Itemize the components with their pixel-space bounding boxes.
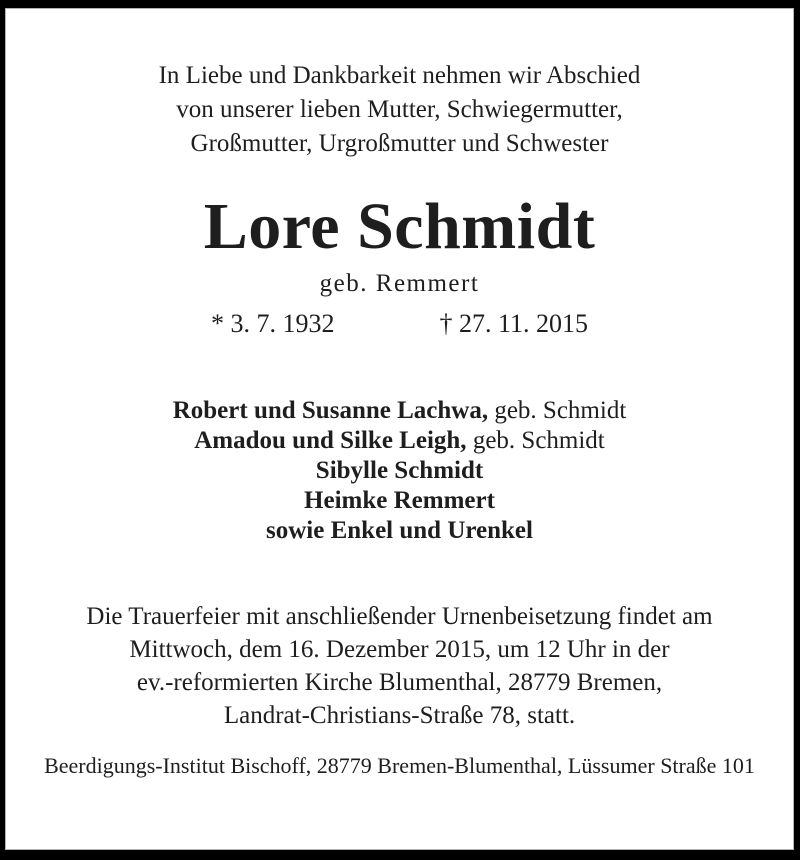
mourner-line [6, 486, 793, 516]
intro-text [6, 59, 793, 161]
ceremony-line: Landrat-Christians-Straße 78, statt. [223, 702, 576, 729]
obituary-card [5, 8, 794, 850]
intro-line: In Liebe und Dankbarkeit nehmen wir Abschied [158, 62, 641, 89]
mourner-name: Robert und Susanne Lachwa, [172, 397, 489, 424]
mourner-line [6, 516, 793, 546]
mourner-line [6, 456, 793, 486]
mourners-list [6, 396, 793, 546]
funeral-home-info: Beerdigungs-Institut Bischoff, 28779 Bremen-Blumenthal, Lüssumer Straße 101 [44, 753, 755, 778]
mourner-name: Amadou und Silke Leigh, [194, 427, 467, 454]
intro-line: Großmutter, Urgroßmutter und Schwester [190, 130, 609, 157]
intro-line: von unserer lieben Mutter, Schwiegermutter, [176, 96, 623, 123]
mourner-suffix: geb. Schmidt [488, 397, 627, 424]
mourner-line [6, 426, 793, 456]
mourner-name: Sibylle Schmidt [315, 457, 484, 484]
ceremony-line: Mittwoch, dem 16. Dezember 2015, um 12 Uhr in der [129, 636, 670, 663]
ceremony-line: ev.-reformierten Kirche Blumenthal, 28779 Bremen, [136, 669, 663, 696]
mourner-line [6, 396, 793, 426]
mourner-name: sowie Enkel und Urenkel [266, 517, 533, 544]
deceased-name: Lore Schmidt [203, 190, 596, 263]
birth-date: * 3. 7. 1932 [210, 309, 335, 338]
maiden-name: geb. Remmert [319, 270, 480, 297]
death-date: † 27. 11. 2015 [439, 309, 589, 338]
life-dates [6, 308, 793, 340]
ceremony-line: Die Trauerfeier mit anschließender Urnenbeisetzung findet am [86, 603, 713, 630]
mourner-suffix: geb. Schmidt [466, 427, 605, 454]
mourner-name: Heimke Remmert [304, 487, 495, 514]
ceremony-details [6, 600, 793, 732]
